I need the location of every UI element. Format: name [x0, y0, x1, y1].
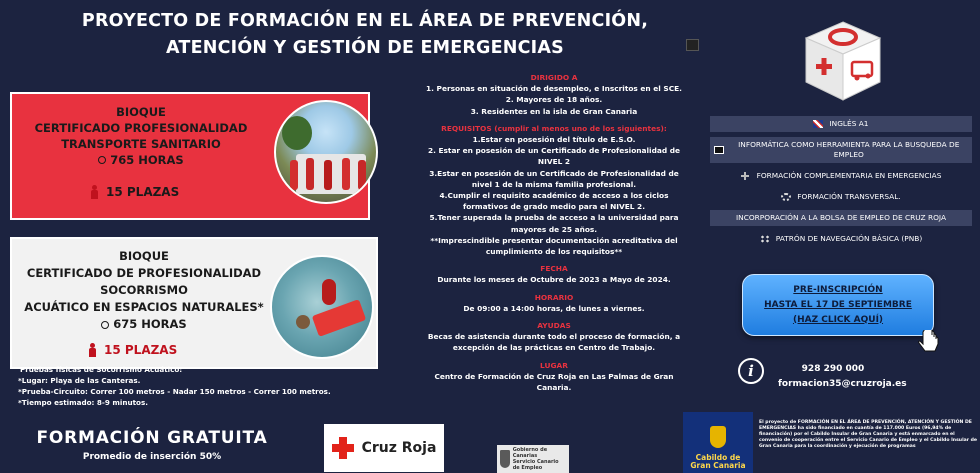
uk-flag-icon [813, 120, 823, 128]
block2-line: CERTIFICADO DE PROFESIONALIDAD [26, 266, 262, 280]
pruebas-fisicas [18, 364, 378, 408]
horario-heading: HORARIO [534, 292, 574, 302]
clock-icon [101, 321, 109, 329]
block1-line: CERTIFICADO PROFESIONALIDAD [34, 121, 248, 135]
block2-label: BIOQUE [119, 249, 169, 263]
dirigido-item: 3. Residentes en la isla de Gran Canaria [470, 106, 638, 116]
info-column [420, 68, 688, 399]
red-cross-icon [332, 437, 354, 459]
requisito-item: 3.Estar en posesión de un Certificado de Profesionalidad de nivel 1 de la misma familia profesional. [429, 168, 679, 189]
extra-item: INCORPORACIÓN A LA BOLSA DE EMPLEO DE CRUZ ROJA [710, 210, 972, 226]
small-icon [686, 39, 699, 51]
requisito-item: 2. Estar en posesión de un Certificado de Profesionalidad de NIVEL 2 [427, 146, 681, 167]
formacion-gratuita [18, 428, 286, 462]
contact-info [778, 362, 907, 392]
block2-hours: 675 HORAS [18, 316, 270, 333]
complementary-training-list [710, 116, 972, 252]
ayudas-text: Becas de asistencia durante todo el proceso de formación, a excepción de las prácticas en Centro de Trabajo. [427, 332, 681, 353]
gratuita-subtitle: Promedio de inserción 50% [82, 452, 222, 462]
requisitos-heading: REQUISITOS (cumplir al menos uno de los siguientes): [441, 123, 667, 133]
block1-line: TRANSPORTE SANITARIO [61, 137, 221, 151]
block2-line: ACUÁTICO EN ESPACIOS NATURALES* [24, 300, 264, 314]
transporte-sanitario-block [10, 92, 370, 220]
plus-icon [741, 172, 751, 180]
horario-text: De 09:00 a 14:00 horas, de lunes a viernes. [463, 303, 645, 313]
pruebas-heading: Pruebas físicas de Socorrismo Acuático: [20, 365, 183, 374]
extra-item: INGLÉS A1 [710, 116, 972, 132]
gear-icon [781, 193, 791, 201]
requisito-item: 1.Estar en posesión del título de E.S.O. [472, 135, 636, 145]
pointer-hand-icon [916, 330, 940, 356]
funding-legal-text: El proyecto de FORMACIÓN EN EL ÁREA DE PREVENCIÓN, ATENCIÓN Y GESTIÓN DE EMERGENCIAS ha sido financiado en cuantía de 117.000 Euros (96,94% de financiación) por el Cabildo Insular de Gran Canaria y está enmarcado en el convenio de cooperación entre el Servicio Canario de Empleo y el Cabildo Insular de Gran Canaria para la coordinación y ejecución de programas [759, 420, 978, 450]
first-aid-dice-icon [802, 18, 884, 102]
requisito-item: 5.Tener superada la prueba de acceso a la universidad para mayores de 25 años. [429, 213, 679, 234]
dirigido-item: 2. Mayores de 18 años. [505, 95, 603, 105]
lugar-heading: LUGAR [540, 360, 568, 370]
requisito-item: **Imprescindible presentar documentación acreditativa del cumplimiento de los requisitos** [430, 235, 678, 257]
extra-item: FORMACIÓN COMPLEMENTARIA EN EMERGENCIAS [710, 168, 972, 184]
extra-item: PATRÓN DE NAVEGACIÓN BÁSICA (PNB) [710, 231, 972, 247]
block2-line: SOCORRISMO [100, 283, 188, 297]
email-address[interactable]: formacion35@cruzroja.es [778, 379, 907, 389]
cruz-roja-logo: Cruz Roja [324, 424, 444, 472]
person-icon [90, 185, 98, 199]
pruebas-item: *Lugar: Playa de las Canteras. [18, 376, 141, 385]
dirigido-item: 1. Personas en situación de desempleo, e Inscritos en el SCE. [426, 84, 682, 94]
gratuita-title: FORMACIÓN GRATUITA [36, 428, 268, 448]
ayudas-heading: AYUDAS [537, 321, 571, 331]
coat-of-arms-icon [500, 450, 510, 468]
page-title [40, 8, 690, 62]
lugar-text: Centro de Formación de Cruz Roja en Las Palmas de Gran Canaria. [434, 371, 674, 393]
title-line-1: PROYECTO DE FORMACIÓN EN EL ÁREA DE PREVENCIÓN, [81, 11, 649, 31]
extra-item: FORMACIÓN TRANSVERSAL. [710, 189, 972, 205]
extra-item: INFORMÁTICA COMO HERRAMIENTA PARA LA BUSQUEDA DE EMPLEO [710, 137, 972, 163]
fecha-text: Durante los meses de Octubre de 2023 a Mayo de 2024. [437, 275, 671, 285]
crest-icon [710, 426, 726, 448]
pruebas-item: *Prueba-Circuito: Correr 100 metros - Nadar 150 metros - Correr 100 metros. [18, 387, 331, 396]
computer-icon [714, 146, 724, 154]
phone-number: 928 290 000 [801, 364, 865, 374]
block1-label: BIOQUE [116, 105, 166, 119]
block1-hours: 765 HORAS [22, 152, 260, 168]
requisito-item: 4.Cumplir el requisito académico de acceso a los ciclos formativos de grado medio para el NIVEL 2. [439, 191, 669, 212]
ambulance-team-photo [274, 100, 378, 204]
title-line-2: ATENCIÓN Y GESTIÓN DE EMERGENCIAS [166, 38, 564, 58]
block1-plazas: 15 PLAZAS [90, 185, 179, 199]
socorrismo-block [10, 237, 378, 369]
preinscripcion-button[interactable]: PRE-INSCRIPCIÓN HASTA EL 17 DE SEPTIEMBRE (HAZ CLICK AQUÍ) [742, 274, 934, 336]
lifeguard-rescue-photo [270, 255, 374, 359]
block2-plazas: 15 PLAZAS [88, 343, 177, 357]
dirigido-heading: DIRIGIDO A [530, 73, 578, 82]
clock-icon [98, 156, 106, 164]
gobierno-canarias-logo: Gobierno de Canarias Servicio Canario de Empleo [497, 445, 569, 473]
fecha-heading: FECHA [540, 264, 568, 274]
person-icon [88, 343, 96, 357]
pruebas-item: *Tiempo estimado: 8-9 minutos. [18, 398, 148, 407]
dots-icon [760, 235, 770, 243]
info-icon: i [738, 358, 764, 384]
cabildo-gran-canaria-logo: Cabildo de Gran Canaria [683, 412, 753, 473]
